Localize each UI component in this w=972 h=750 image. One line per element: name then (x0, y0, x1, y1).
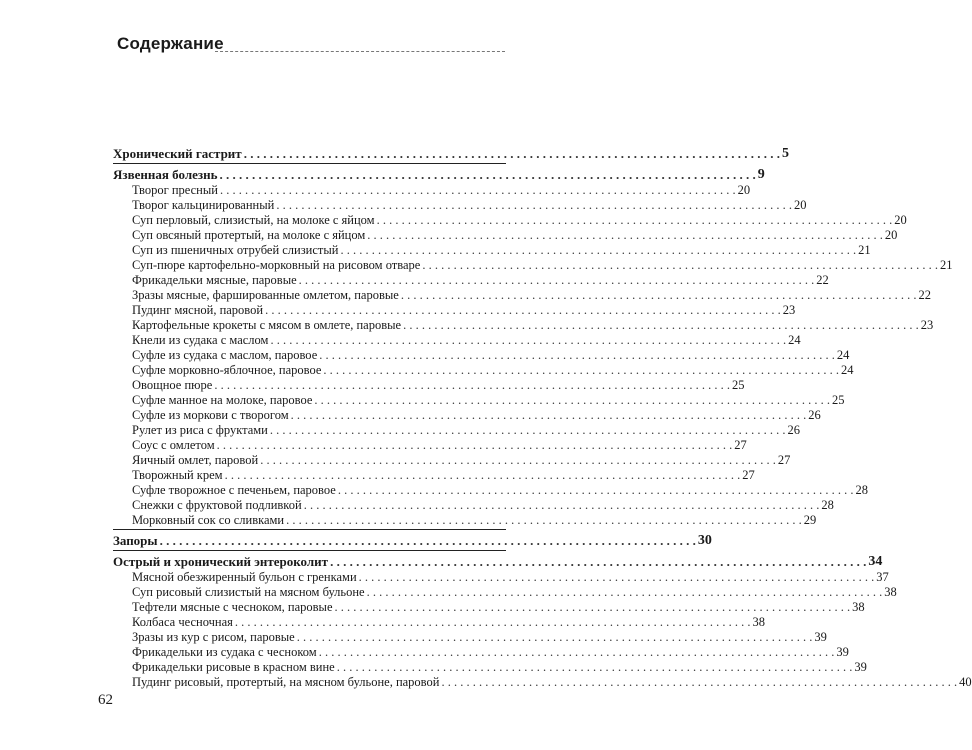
dot-leader (289, 408, 809, 422)
toc-entry-page: 20 (894, 213, 907, 227)
toc-entry-page: 20 (737, 183, 751, 197)
toc-entry[interactable] (113, 377, 745, 392)
toc-entry[interactable] (113, 227, 898, 242)
dot-leader (302, 498, 822, 512)
toc-entry-page: 39 (854, 660, 867, 674)
toc-entry-title: Суфле из судака с маслом, паровое (132, 348, 318, 362)
toc-entry-title: Соус с омлетом (132, 438, 215, 452)
toc-entry[interactable] (113, 197, 807, 212)
toc-entry-title: Суфле из моркови с творогом (132, 408, 289, 422)
dot-leader (365, 585, 885, 599)
toc-entry[interactable] (113, 659, 867, 674)
toc-entry-title: Зразы из кур с рисом, паровые (132, 630, 295, 644)
toc-entry-title: Мясной обезжиренный бульон с гренками (132, 570, 357, 584)
dot-leader (215, 438, 735, 452)
toc-entry-page: 26 (787, 423, 800, 437)
toc-entry-title: Рулет из риса с фруктами (132, 423, 268, 437)
dot-leader (317, 645, 837, 659)
toc-section[interactable] (113, 167, 765, 182)
dot-leader (297, 273, 817, 287)
toc-entry-title: Запоры (113, 533, 158, 548)
toc-entry-title: Колбаса чесночная (132, 615, 233, 629)
toc-entry-title: Фрикадельки мясные, паровые (132, 273, 297, 287)
dot-leader (328, 555, 868, 569)
dot-leader (401, 318, 921, 332)
toc-entry-page: 28 (855, 483, 868, 497)
toc-entry[interactable] (113, 467, 755, 482)
title-divider (215, 51, 505, 52)
dot-leader (158, 534, 698, 548)
toc-section[interactable] (113, 146, 789, 161)
dot-leader (212, 378, 732, 392)
toc-entry[interactable] (113, 497, 834, 512)
toc-entry[interactable] (113, 569, 889, 584)
dot-leader (338, 243, 858, 257)
toc-entry-page: 23 (920, 318, 934, 332)
toc-entry-title: Кнели из судака с маслом (132, 333, 269, 347)
toc-entry-title: Суфле манное на молоке, паровое (132, 393, 313, 407)
dot-leader (357, 570, 877, 584)
toc-entry-title: Суфле творожное с печеньем, паровое (132, 483, 336, 497)
toc-entry[interactable] (113, 287, 931, 302)
toc-entry-title: Суп-пюре картофельно-морковный на рисовом отваре (132, 258, 421, 272)
toc-entry-title: Суп овсяный протертый, на молоке с яйцом (132, 228, 366, 242)
toc-entry-title: Овощное пюре (132, 378, 213, 392)
dot-leader (335, 660, 855, 674)
dot-leader (284, 513, 804, 527)
dot-leader (439, 675, 959, 689)
toc-entry-title: Морковный сок со сливками (132, 513, 285, 527)
toc-entry-title: Картофельные крокеты с мясом в омлете, паровые (132, 318, 402, 332)
dot-leader (274, 198, 794, 212)
toc-section[interactable] (113, 554, 883, 569)
toc-entry-title: Творожный крем (132, 468, 223, 482)
toc-entry-page: 37 (876, 570, 889, 584)
toc-entry-page: 21 (939, 258, 953, 272)
toc-entry-title: Яичный омлет, паровой (132, 453, 259, 467)
page-number: 62 (98, 692, 113, 708)
section-divider (113, 550, 506, 551)
toc-section[interactable] (113, 533, 712, 548)
dot-leader (217, 168, 757, 182)
toc-entry-page: 39 (814, 630, 827, 644)
dot-leader (218, 183, 738, 197)
toc-entry-title: Снежки с фруктовой подливкой (132, 498, 302, 512)
toc-entry-title: Хронический гастрит (113, 146, 242, 161)
dot-leader (258, 453, 778, 467)
toc-entry[interactable] (113, 347, 850, 362)
toc-entry-title: Суп перловый, слизистый, на молоке с яйцом (132, 213, 375, 227)
dot-leader (242, 147, 782, 161)
toc-entry-title: Суп рисовый слизистый на мясном бульоне (132, 585, 365, 599)
toc-entry[interactable] (113, 482, 868, 497)
toc-entry-page: 20 (793, 198, 807, 212)
toc-entry-page: 25 (832, 393, 845, 407)
toc-entry-page: 9 (757, 167, 765, 182)
toc-entry-title: Зразы мясные, фаршированные омлетом, паровые (132, 288, 399, 302)
dot-leader (268, 333, 788, 347)
dot-leader (321, 363, 841, 377)
toc-entry[interactable] (113, 302, 796, 317)
toc-entry-page: 5 (781, 146, 789, 161)
toc-entry[interactable] (113, 599, 865, 614)
toc-entry-page: 38 (884, 585, 897, 599)
toc-entry-page: 23 (782, 303, 796, 317)
toc-entry[interactable] (113, 452, 791, 467)
toc-entry-page: 21 (858, 243, 871, 257)
toc-entry-page: 27 (734, 438, 747, 452)
toc-entry[interactable] (113, 512, 817, 527)
toc-entry[interactable] (113, 584, 897, 599)
toc-entry[interactable] (113, 407, 821, 422)
dot-leader (336, 483, 856, 497)
toc-entry-page: 20 (884, 228, 898, 242)
page-title: Содержание (117, 34, 224, 53)
toc-entry-title: Фрикадельки рисовые в красном вине (132, 660, 335, 674)
toc-entry-page: 27 (777, 453, 791, 467)
toc-entry-page: 29 (803, 513, 817, 527)
toc-entry[interactable] (113, 332, 801, 347)
dot-leader (333, 600, 853, 614)
toc-entry-page: 39 (836, 645, 849, 659)
toc-entry-page: 24 (841, 363, 854, 377)
dot-leader (233, 615, 753, 629)
toc-entry[interactable] (113, 629, 827, 644)
section-divider (113, 163, 506, 164)
section-divider (113, 529, 506, 530)
toc-entry-page: 24 (836, 348, 850, 362)
dot-leader (223, 468, 743, 482)
toc-entry-page: 38 (752, 615, 766, 629)
dot-leader (365, 228, 885, 242)
toc-entry-page: 38 (852, 600, 865, 614)
toc-entry-page: 22 (918, 288, 931, 302)
toc-entry-page: 30 (697, 533, 712, 548)
toc-entry[interactable] (113, 257, 953, 272)
toc-entry-title: Пудинг мясной, паровой (132, 303, 264, 317)
toc-entry[interactable] (113, 212, 907, 227)
toc-entry[interactable] (113, 422, 800, 437)
toc-entry-title: Острый и хронический энтероколит (113, 554, 329, 569)
toc-entry[interactable] (113, 614, 766, 629)
dot-leader (420, 258, 940, 272)
toc-entry-page: 25 (731, 378, 745, 392)
toc-entry-page: 26 (808, 408, 821, 422)
toc-entry-page: 22 (816, 273, 829, 287)
toc-entry-title: Пудинг рисовый, протертый, на мясном бульоне, паровой (132, 675, 440, 689)
toc-entry[interactable] (113, 437, 747, 452)
toc-entry-title: Фрикадельки из судака с чесноком (132, 645, 317, 659)
toc-entry-title: Творог кальцинированный (132, 198, 275, 212)
toc-entry-title: Тефтели мясные с чесноком, паровые (132, 600, 333, 614)
dot-leader (268, 423, 788, 437)
toc-entry[interactable] (113, 317, 934, 332)
toc-entry-page: 27 (742, 468, 755, 482)
toc-entry-title: Суфле морковно-яблочное, паровое (132, 363, 322, 377)
dot-leader (295, 630, 815, 644)
dot-leader (317, 348, 837, 362)
toc-entry-title: Язвенная болезнь (113, 167, 218, 182)
toc-entry[interactable] (113, 644, 849, 659)
toc-entry[interactable] (113, 272, 829, 287)
dot-leader (263, 303, 783, 317)
dot-leader (312, 393, 832, 407)
toc-entry-page: 34 (868, 554, 883, 569)
toc-entry-title: Творог пресный (132, 183, 218, 197)
toc-entry[interactable] (113, 674, 972, 689)
toc-entry[interactable] (113, 242, 871, 257)
toc-entry-page: 40 (959, 675, 972, 689)
dot-leader (399, 288, 919, 302)
toc-entry[interactable] (113, 362, 854, 377)
toc-entry[interactable] (113, 182, 751, 197)
toc-entry[interactable] (113, 392, 845, 407)
toc-entry-title: Суп из пшеничных отрубей слизистый (132, 243, 339, 257)
table-of-contents (113, 146, 972, 689)
dot-leader (375, 213, 895, 227)
toc-entry-page: 28 (821, 498, 834, 512)
toc-entry-page: 24 (788, 333, 801, 347)
